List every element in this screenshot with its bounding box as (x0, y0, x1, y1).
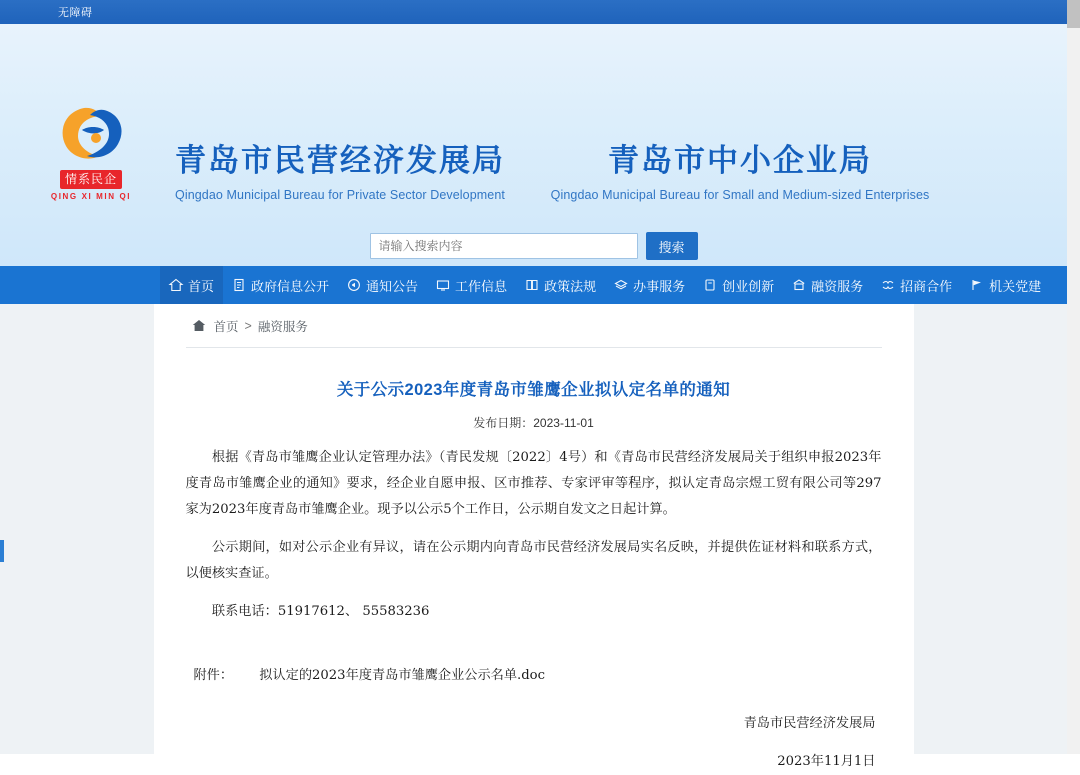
nav-item-party-building[interactable] (961, 266, 1050, 304)
title-en-sme: Qingdao Municipal Bureau for Small and Medium-sized Enterprises (550, 188, 930, 202)
nav-item-work-info[interactable] (427, 266, 516, 304)
article-card (154, 304, 914, 769)
flag-icon (970, 278, 984, 292)
nav-label-policies: 政策法规 (544, 278, 597, 294)
contact-phone-line: 联系电话：51917612、 55583236 (211, 604, 430, 619)
handshake-icon (881, 278, 895, 292)
nav-item-home[interactable] (160, 266, 223, 304)
publish-date-label: 发布日期： (473, 416, 534, 430)
nav-item-financing[interactable] (783, 266, 872, 304)
nav-label-investment: 招商合作 (900, 278, 953, 294)
bank-icon (792, 278, 806, 292)
breadcrumb-separator: > (244, 318, 252, 333)
title-block-private-sector (140, 142, 540, 202)
signature-date: 2023年11月1日 (777, 754, 876, 769)
page-title: 关于公示2023年度青岛市雏鹰企业拟认定名单的通知 (336, 381, 731, 399)
breadcrumb-home-link[interactable]: 首页 (213, 319, 239, 334)
breadcrumb-current[interactable]: 融资服务 (257, 319, 308, 334)
document-icon (232, 278, 246, 292)
bulb-icon (703, 278, 717, 292)
search-bar (0, 232, 1067, 260)
signature-org: 青岛市民营经济发展局 (743, 716, 876, 731)
nav-label-financing: 融资服务 (811, 278, 864, 294)
publish-date (186, 414, 882, 431)
nav-label-home: 首页 (188, 278, 215, 294)
scrollbar-thumb[interactable] (1067, 0, 1080, 28)
article-body (186, 445, 882, 775)
page-body (0, 304, 1067, 769)
attachment-link[interactable]: 拟认定的2023年度青岛市雏鹰企业公示名单.doc (259, 668, 545, 683)
megaphone-icon (347, 278, 361, 292)
home-icon (169, 278, 183, 292)
nav-item-investment[interactable] (872, 266, 961, 304)
main-nav (0, 266, 1067, 304)
nav-item-policies[interactable] (516, 266, 605, 304)
layers-icon (614, 278, 628, 292)
viewport-edge-marker (0, 540, 4, 562)
page-scrollbar[interactable] (1067, 0, 1080, 754)
nav-item-announcements[interactable] (338, 266, 427, 304)
title-cn-private-sector: 青岛市民营经济发展局 (175, 143, 505, 178)
article-paragraph-2: 公示期间，如对公示企业有异议，请在公示期内向青岛市民营经济发展局实名反映，并提供佐证材料和联系方式，以便核实查证。 (185, 540, 882, 581)
breadcrumb (186, 304, 882, 348)
attachment-label: 附件： (193, 668, 234, 683)
search-button[interactable]: 搜索 (646, 232, 698, 260)
search-input[interactable] (370, 233, 638, 259)
attachment-row (186, 663, 882, 689)
nav-label-party-building: 机关党建 (989, 278, 1042, 294)
accessibility-bar (0, 0, 1067, 24)
book-icon (525, 278, 539, 292)
logo-tagline: 情系民企 (60, 170, 122, 189)
site-logo[interactable] (48, 102, 134, 208)
logo-pinyin: QING XI MIN QI (50, 192, 132, 201)
publish-date-value: 2023-11-01 (533, 416, 594, 430)
monitor-icon (436, 278, 450, 292)
nav-label-services: 办事服务 (633, 278, 686, 294)
nav-item-government-info[interactable] (223, 266, 338, 304)
nav-item-innovation[interactable] (694, 266, 783, 304)
nav-label-innovation: 创业创新 (722, 278, 775, 294)
accessibility-label[interactable]: 无障碍 (58, 7, 93, 19)
nav-item-services[interactable] (605, 266, 694, 304)
article-paragraph-1: 根据《青岛市雏鹰企业认定管理办法》（青民发规〔2022〕4号）和《青岛市民营经济发展局关于组织申报2023年度青岛市雏鹰企业的通知》要求，经企业自愿申报、区市推荐、专家评审等程序，拟认定青岛宗煜工贸有限公司等297家为2023年度青岛市雏鹰企业。现予以公示5个工作日，公示期自发文之日起计算。 (185, 450, 882, 517)
title-block-sme (540, 142, 940, 202)
title-cn-sme: 青岛市中小企业局 (608, 143, 872, 178)
site-header (0, 24, 1067, 266)
title-en-private-sector: Qingdao Municipal Bureau for Private Sector Development (175, 188, 505, 202)
nav-label-government-info: 政府信息公开 (251, 278, 330, 294)
nav-label-work-info: 工作信息 (455, 278, 508, 294)
nav-label-announcements: 通知公告 (366, 278, 419, 294)
site-titles (140, 142, 940, 202)
logo-mark-icon (54, 102, 128, 166)
breadcrumb-home-icon (192, 319, 206, 332)
